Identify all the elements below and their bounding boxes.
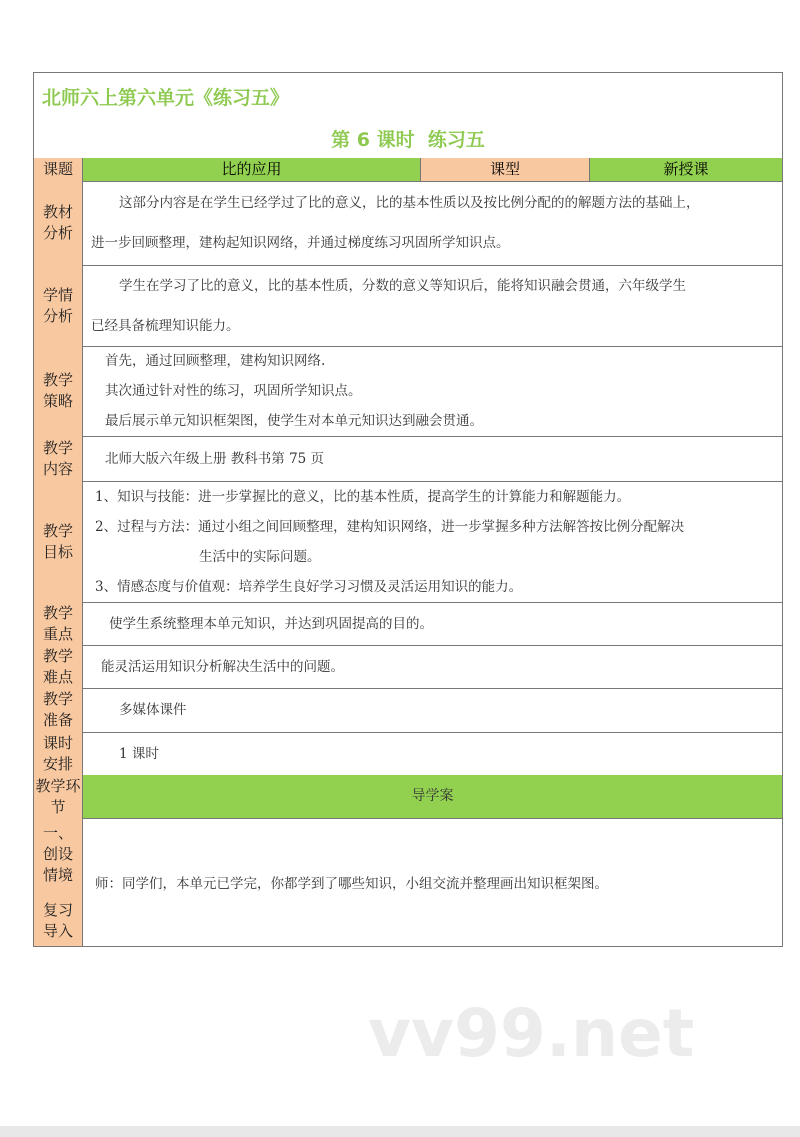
content-line: 最后展示单元知识框架图，使学生对本单元知识达到融会贯通。	[105, 413, 483, 429]
lesson-subtitle: 第 6 课时 练习五	[331, 129, 485, 151]
row-content	[83, 436, 782, 481]
row-content	[83, 732, 782, 775]
table-row	[33, 181, 783, 266]
content-line: 这部分内容是在学生已经学过了比的意义，比的基本性质以及按比例分配的的解题方法的基础上，	[119, 195, 700, 211]
row-label-text: 教学目标	[42, 521, 73, 561]
row-label	[34, 436, 83, 481]
row-label	[34, 602, 83, 645]
header-row	[33, 158, 783, 182]
table-row	[33, 645, 783, 689]
table-row	[33, 602, 783, 646]
content-line: 北师大版六年级上册 教科书第 75 页	[105, 450, 325, 467]
intro-label-1: 一、创设情境	[42, 823, 73, 884]
row-label-text: 教学重点	[42, 603, 73, 643]
table-row	[33, 346, 783, 437]
table-row	[33, 688, 783, 733]
content-line: 能灵活运用知识分析解决生活中的问题。	[101, 658, 344, 675]
row-label	[34, 481, 83, 602]
row-content	[83, 602, 782, 645]
row-content	[83, 346, 782, 436]
table-row	[33, 265, 783, 347]
row-label-text: 教学准备	[42, 690, 73, 729]
type-label-cell: 课型	[421, 158, 590, 181]
content-line: 1、知识与技能：进一步掌握比的意义，比的基本性质，提高学生的计算能力和解题能力。	[95, 488, 631, 505]
section-row	[33, 775, 783, 819]
row-content	[83, 181, 782, 265]
row-label-text: 教学策略	[42, 371, 73, 410]
intro-label	[34, 818, 83, 946]
content-line: 2、过程与方法：通过小组之间回顾整理，建构知识网络，进一步掌握多种方法解答按比例分配解决	[95, 518, 685, 535]
topic-cell: 比的应用	[83, 158, 421, 181]
row-label	[34, 346, 83, 436]
table-row	[33, 436, 783, 482]
watermark: vv99.net	[368, 995, 695, 1072]
row-label-text: 学情分析	[42, 285, 73, 325]
row-label-text: 教学难点	[42, 646, 73, 686]
doc-title: 北师六上第六单元《练习五》	[42, 87, 290, 109]
content-line: 首先，通过回顾整理，建构知识网络.	[105, 353, 326, 369]
content-line: 学生在学习了比的意义，比的基本性质，分数的意义等知识后，能将知识融会贯通，六年级学生	[119, 277, 686, 294]
intro-row	[33, 818, 783, 947]
row-label	[34, 645, 83, 688]
content-line: 进一步回顾整理，建构起知识网络，并通过梯度练习巩固所学知识点。	[91, 235, 510, 251]
section-label: 教学环节	[34, 775, 83, 818]
intro-label-2: 复习导入	[42, 900, 73, 940]
title-block	[33, 72, 783, 159]
content-line: 其次通过针对性的练习，巩固所学知识点。	[105, 383, 362, 399]
row-label	[34, 265, 83, 346]
row-label	[34, 181, 83, 265]
section-value: 导学案	[83, 775, 782, 818]
intro-text: 师：同学们，本单元已学完，你都学到了哪些知识，小组交流并整理画出知识框架图。	[95, 876, 608, 892]
row-content	[83, 688, 782, 732]
row-label-text: 课时安排	[42, 733, 73, 773]
table-row	[33, 732, 783, 776]
row-content	[83, 645, 782, 688]
header-label: 课题	[34, 158, 83, 181]
row-content	[83, 481, 782, 602]
content-line: 3、情感态度与价值观：培养学生良好学习习惯及灵活运用知识的能力。	[95, 578, 523, 595]
table-row	[33, 481, 783, 603]
bottom-bar	[0, 1126, 800, 1137]
type-value-cell: 新授课	[590, 158, 782, 181]
row-content	[83, 265, 782, 346]
content-line: 使学生系统整理本单元知识，并达到巩固提高的目的。	[109, 615, 433, 632]
content-line: 已经具备梳理知识能力。	[91, 317, 240, 334]
row-label	[34, 688, 83, 732]
content-line: 生活中的实际问题。	[199, 548, 321, 565]
row-label-text: 教材分析	[42, 203, 73, 242]
row-label-text: 教学内容	[42, 438, 73, 478]
row-label	[34, 732, 83, 775]
content-line: 多媒体课件	[119, 702, 187, 718]
content-line: 1 课时	[119, 745, 159, 762]
